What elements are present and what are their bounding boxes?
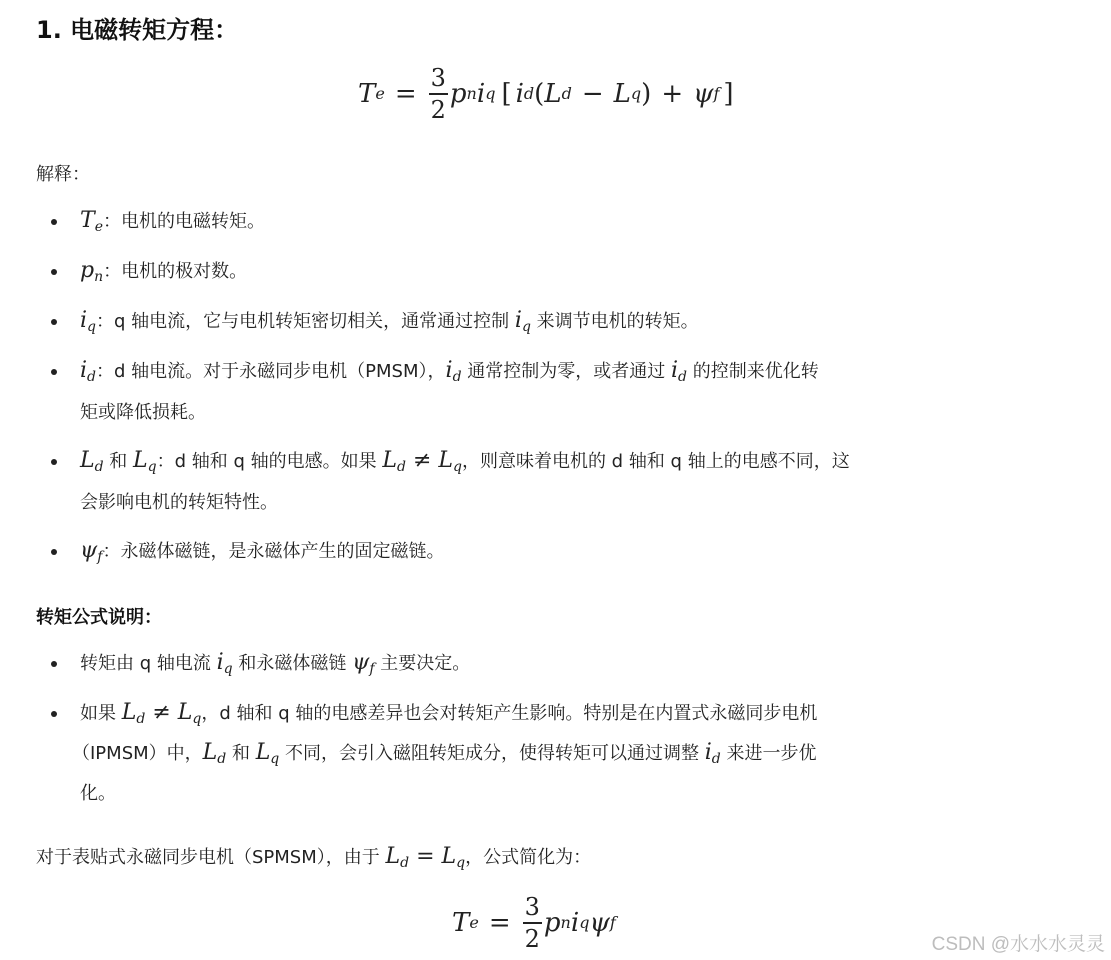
note-item-2-cont: （IPMSM）中，$L_d$ 和 $L_q$ 不同，会引入磁阻转矩成分，使得转矩可以通过调整 $i_d$ 来进一步优 xyxy=(72,740,817,767)
list-item-id-cont: 矩或降低损耗。 xyxy=(80,402,206,423)
watermark: CSDN @水水水灵灵 xyxy=(931,934,1105,955)
note-item-2-cont2: 化。 xyxy=(80,783,116,804)
subheading: 转矩公式说明： xyxy=(36,607,162,628)
spmsm-sentence: 对于表贴式永磁同步电机（SPMSM），由于 $L_d = L_q$，公式简化为： xyxy=(36,844,592,871)
bullet-dot xyxy=(51,549,57,555)
list-item-te: $T_e$：电机的电磁转矩。 xyxy=(80,208,265,235)
note-item-1: 转矩由 q 轴电流 $i_q$ 和永磁体磁链 $\psi_f$ 主要决定。 xyxy=(80,650,471,677)
fraction-3-2: $\frac{3}{2}$ xyxy=(430,64,446,124)
fraction-3-2: $\frac{3}{2}$ xyxy=(524,893,540,953)
bullet-dot xyxy=(51,661,57,667)
list-item-iq: $i_q$：q 轴电流，它与电机转矩密切相关，通常通过控制 $i_q$ 来调节电机的转矩。 xyxy=(80,308,699,335)
bullet-dot xyxy=(51,711,57,717)
section-heading: 1. 电磁转矩方程： xyxy=(36,16,239,44)
bullet-dot xyxy=(51,369,57,375)
bullet-dot xyxy=(51,269,57,275)
list-item-l-cont: 会影响电机的转矩特性。 xyxy=(80,492,278,513)
list-item-id: $i_d$：d 轴电流。对于永磁同步电机（PMSM），$i_d$ 通常控制为零，或者通过 $i_d$ 的控制来优化转 xyxy=(80,358,819,385)
torque-equation: T e = $\frac{3}{2}$ p n i q [ i d ( L d − L q ) + ψ f ] xyxy=(358,64,734,124)
bullet-dot xyxy=(51,319,57,325)
note-item-2: 如果 $L_d \ne L_q$，d 轴和 q 轴的电感差异也会对转矩产生影响。特别是在内置式永磁同步电机 xyxy=(80,700,818,727)
list-item-pn: $p_n$：电机的极对数。 xyxy=(80,258,248,285)
list-item-psi: $\psi_f$：永磁体磁链，是永磁体产生的固定磁链。 xyxy=(80,538,445,565)
list-item-l: $L_d$ 和 $L_q$：d 轴和 q 轴的电感。如果 $L_d \ne L_q$，则意味着电机的 d 轴和 q 轴上的电感不同，这 xyxy=(80,448,850,475)
bullet-dot xyxy=(51,219,57,225)
bullet-dot xyxy=(51,459,57,465)
explain-label: 解释： xyxy=(36,164,90,185)
simplified-torque-equation: T e = $\frac{3}{2}$ p n i q ψ f xyxy=(452,893,616,953)
